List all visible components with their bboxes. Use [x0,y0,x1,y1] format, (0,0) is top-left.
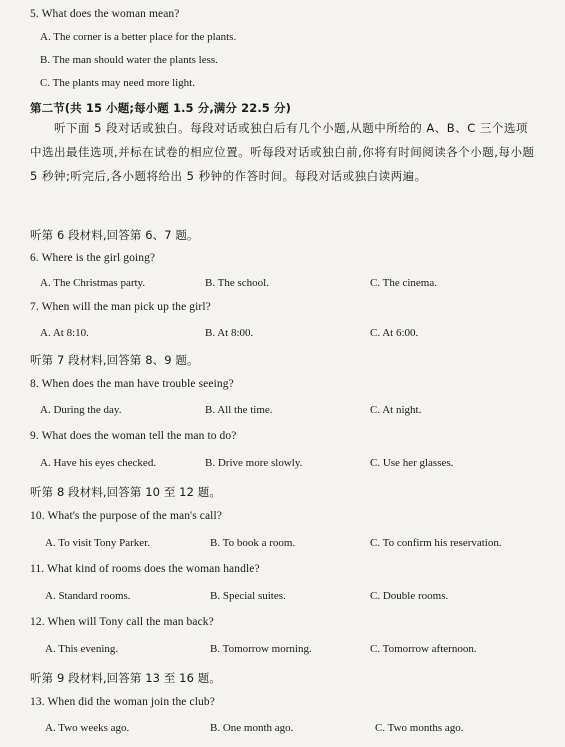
question-10-option-c: C. To confirm his reservation. [370,537,502,549]
section-2-heading: 第二节(共 15 小题;每小题 1.5 分,满分 22.5 分) [30,101,291,115]
question-8-stem: 8. When does the man have trouble seeing? [30,378,234,390]
question-12-option-c: C. Tomorrow afternoon. [370,643,477,655]
question-8-option-c: C. At night. [370,404,422,416]
question-11-option-a: A. Standard rooms. [45,590,131,602]
question-13-option-b: B. One month ago. [210,722,294,734]
question-10-stem: 10. What's the purpose of the man's call? [30,510,222,522]
question-12-stem: 12. When will Tony call the man back? [30,616,214,628]
question-7-option-c: C. At 6:00. [370,327,419,339]
question-6-stem: 6. Where is the girl going? [30,252,156,264]
question-5-option-c: C. The plants may need more light. [40,77,195,89]
question-11-option-b: B. Special suites. [210,590,286,602]
question-12-option-b: B. Tomorrow morning. [210,643,312,655]
question-11-stem: 11. What kind of rooms does the woman handle? [30,563,260,575]
question-7-stem: 7. When will the man pick up the girl? [30,301,211,313]
question-12-option-a: A. This evening. [45,643,119,655]
material-6-heading: 听第 6 段材料,回答第 6、7 题。 [30,228,199,242]
question-9-stem: 9. What does the woman tell the man to do? [30,430,237,442]
question-8-option-b: B. All the time. [205,404,273,416]
question-6-option-c: C. The cinema. [370,277,437,289]
question-5-stem: 5. What does the woman mean? [30,8,180,20]
question-6-option-a: A. The Christmas party. [40,277,146,289]
section-2-instructions: 听下面 5 段对话或独白。每段对话或独白后有几个小题,从题中所给的 A、B、C 三个选项中选出最佳选项,并标在试卷的相应位置。听每段对话或独白前,你将有时间阅读各个小题,每小题 5 秒钟;听完后,各小题将给出 5 秒钟的作答时间。每段对话或独白读两遍。 [30,121,535,183]
question-13-option-a: A. Two weeks ago. [45,722,130,734]
question-5-option-b: B. The man should water the plants less. [40,54,218,66]
question-6-option-b: B. The school. [205,277,269,289]
question-13-stem: 13. When did the woman join the club? [30,696,215,708]
question-10-option-a: A. To visit Tony Parker. [45,537,150,549]
question-9-option-a: A. Have his eyes checked. [40,457,157,469]
question-9-option-b: B. Drive more slowly. [205,457,303,469]
material-9-heading: 听第 9 段材料,回答第 13 至 16 题。 [30,671,221,685]
material-7-heading: 听第 7 段材料,回答第 8、9 题。 [30,353,199,367]
question-10-option-b: B. To book a room. [210,537,296,549]
material-8-heading: 听第 8 段材料,回答第 10 至 12 题。 [30,485,221,499]
question-9-option-c: C. Use her glasses. [370,457,454,469]
question-13-option-c: C. Two months ago. [375,722,464,734]
question-11-option-c: C. Double rooms. [370,590,449,602]
question-7-option-b: B. At 8:00. [205,327,254,339]
question-7-option-a: A. At 8:10. [40,327,89,339]
question-5-option-a: A. The corner is a better place for the plants. [40,31,237,43]
question-8-option-a: A. During the day. [40,404,122,416]
